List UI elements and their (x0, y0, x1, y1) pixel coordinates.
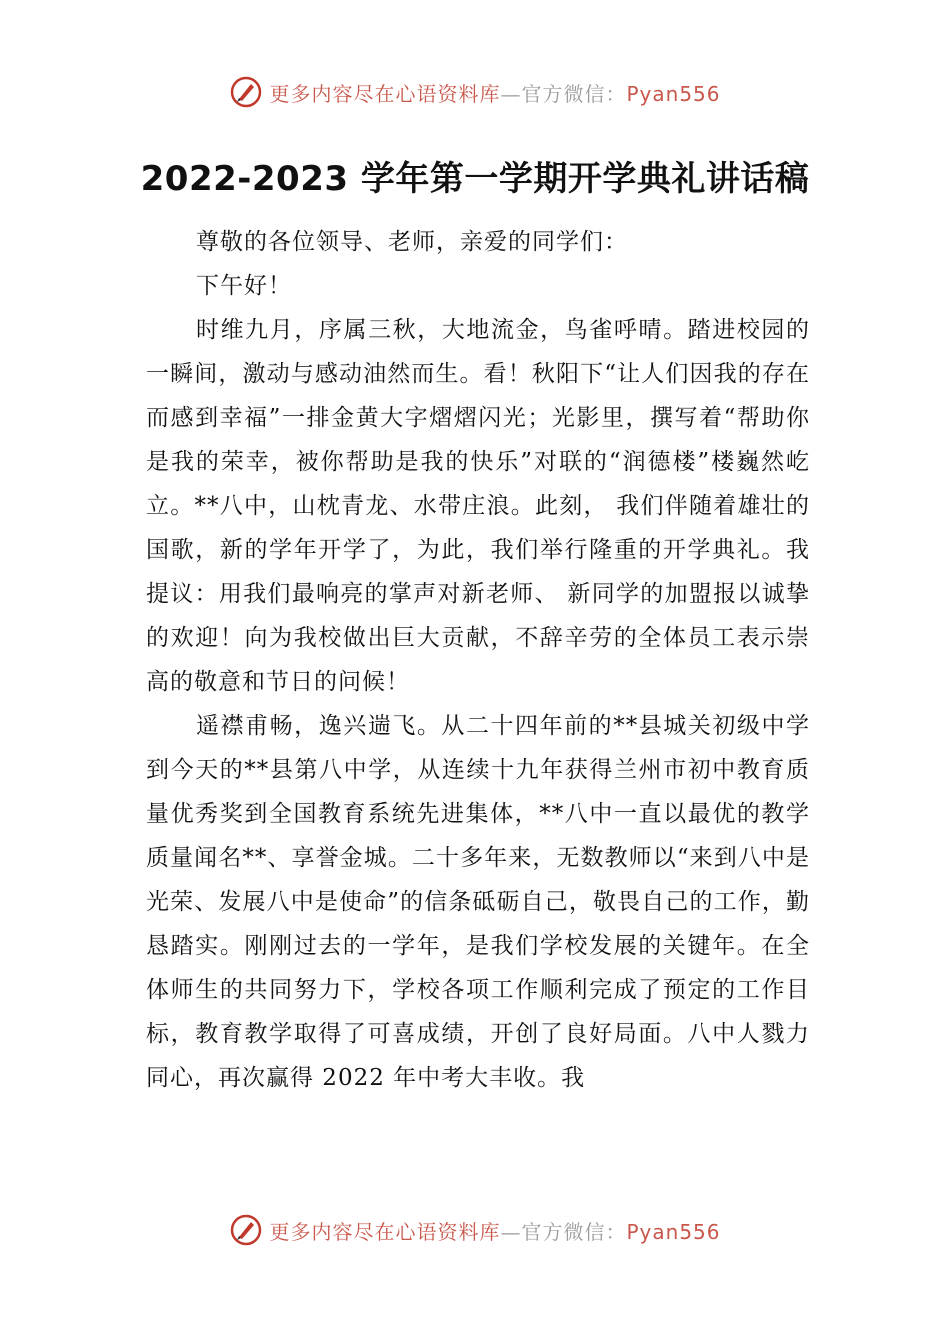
body-paragraph: 遥襟甫畅，逸兴遄飞。从二十四年前的**县城关初级中学到今天的**县第八中学，从连续十九年获得兰州市初中教育质量优秀奖到全国教育系统先进集体，**八中一直以最优的教学质量闻名**、享誉金城。二十多年来，无数教师以“来到八中是光荣、发展八中是使命”的信条砥砺自己，敬畏自己的工作，勤恳踏实。刚刚过去的一学年，是我们学校发展的关键年。在全体师生的共同努力下，学校各项工作顺利完成了预定的工作目标，教育教学取得了可喜成绩，开创了良好局面。八中人戮力同心，再次赢得 2022 年中考大丰收。我 (146, 713, 810, 1091)
watermark-text (269, 78, 720, 107)
brand-logo-icon (229, 75, 263, 109)
document-body (146, 220, 810, 1100)
watermark-separator: — (500, 81, 522, 106)
watermark-brand: 更多内容尽在心语资料库 (269, 81, 501, 106)
watermark-wechat-label: 官方微信： (521, 81, 627, 106)
greeting: 下午好！ (196, 273, 292, 299)
document-title: 2022-2023 学年第一学期开学典礼讲话稿 (140, 158, 810, 199)
footer-watermark (0, 1210, 950, 1250)
brand-logo-icon (229, 1213, 263, 1247)
watermark-wechat-label: 官方微信： (521, 1219, 627, 1244)
watermark-separator: — (500, 1219, 522, 1244)
watermark-wechat-id: Pyan556 (626, 1219, 721, 1244)
watermark-text (269, 1216, 720, 1245)
body-paragraph: 时维九月，序属三秋，大地流金，鸟雀呼晴。踏进校园的一瞬间，激动与感动油然而生。看！秋阳下“让人们因我的存在而感到幸福”一排金黄大字熠熠闪光；光影里，撰写着“帮助你是我的荣幸，被你帮助是我的快乐”对联的“润德楼”楼巍然屹立。**八中，山枕青龙、水带庄浪。此刻， 我们伴随着雄壮的国歌，新的学年开学了，为此，我们举行隆重的开学典礼。我提议：用我们最响亮的掌声对新老师、 新同学的加盟报以诚挚的欢迎！向为我校做出巨大贡献，不辞辛劳的全体员工表示崇高的敬意和节日的问候！ (146, 317, 810, 695)
watermark-wechat-id: Pyan556 (626, 81, 721, 106)
salutation: 尊敬的各位领导、老师，亲爱的同学们： (196, 229, 628, 255)
watermark-brand: 更多内容尽在心语资料库 (269, 1219, 501, 1244)
header-watermark (0, 72, 950, 112)
